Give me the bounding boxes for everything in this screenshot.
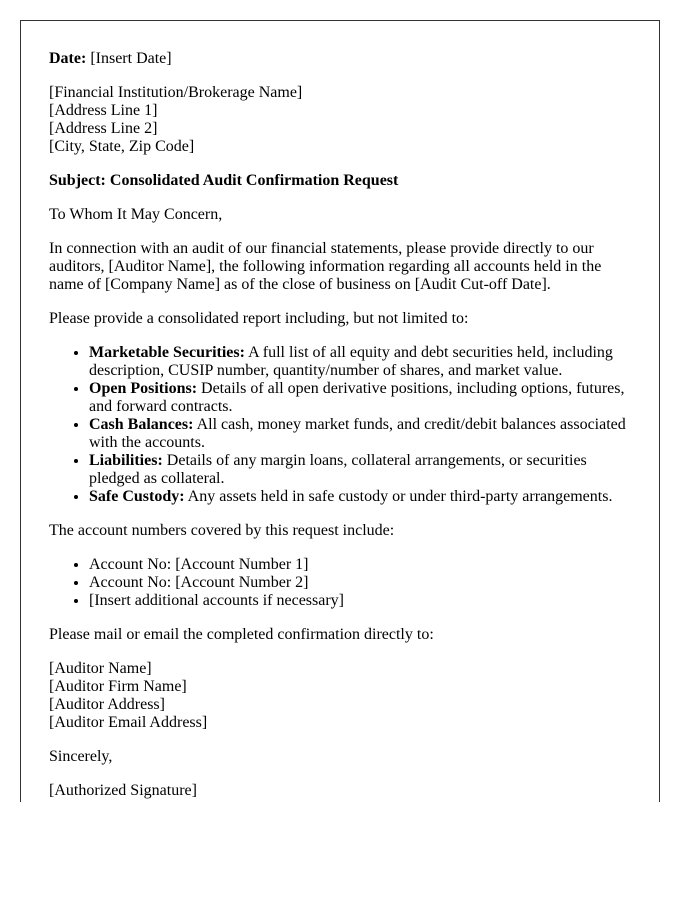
recipient-address-line-1: [Address Line 1]: [49, 102, 158, 119]
account-item: • [Insert additional accounts if necessary]: [89, 592, 639, 610]
date-label: Date:: [49, 50, 87, 67]
letter-content: [49, 50, 639, 802]
item-label: Cash Balances:: [89, 416, 194, 433]
accounts-intro: The account numbers covered by this request include:: [49, 522, 395, 539]
item-text: All cash, money market funds, and credit/debit balances associated with the accounts.: [89, 416, 626, 451]
account-item: • Account No: [Account Number 2]: [89, 574, 639, 592]
signature: [Authorized Signature]: [49, 782, 197, 799]
list-item: [89, 488, 639, 506]
item-label: Liabilities:: [89, 452, 163, 469]
recipient-address: [49, 84, 639, 156]
accounts-list: [49, 556, 639, 610]
list-item: [89, 416, 639, 452]
auditor-email: [Auditor Email Address]: [49, 714, 208, 731]
intro-paragraph: In connection with an audit of our financial statements, please provide directly to our auditors, [Auditor Name], the following information regarding all accounts held in the name of [Company Name] as of the close of business on [Audit Cut-off Date].: [49, 240, 602, 293]
auditor-name: [Auditor Name]: [49, 660, 152, 677]
auditor-address: [49, 660, 639, 732]
item-text: A full list of all equity and debt securities held, including description, CUSIP number, quantity/number of shares, and market value.: [89, 344, 613, 379]
mail-intro: Please mail or email the completed confirmation directly to:: [49, 626, 434, 643]
date-value: [Insert Date]: [86, 50, 172, 67]
item-label: Marketable Securities:: [89, 344, 245, 361]
closing: Sincerely,: [49, 748, 113, 765]
salutation: To Whom It May Concern,: [49, 206, 223, 223]
item-label: Open Positions:: [89, 380, 198, 397]
report-items-list: [49, 344, 639, 506]
list-item: [89, 344, 639, 380]
list-item: [89, 380, 639, 416]
letter-page: [20, 20, 660, 802]
list-item: [89, 452, 639, 488]
recipient-city-state-zip: [City, State, Zip Code]: [49, 138, 195, 155]
item-label: Safe Custody:: [89, 488, 185, 505]
auditor-firm-name: [Auditor Firm Name]: [49, 678, 187, 695]
item-text: Details of any margin loans, collateral arrangements, or securities pledged as collateral.: [89, 452, 587, 487]
recipient-address-line-2: [Address Line 2]: [49, 120, 158, 137]
auditor-address-line: [Auditor Address]: [49, 696, 165, 713]
date-line: [49, 50, 639, 68]
report-intro: Please provide a consolidated report including, but not limited to:: [49, 310, 469, 327]
item-text: Any assets held in safe custody or under third-party arrangements.: [184, 488, 613, 505]
recipient-name: [Financial Institution/Brokerage Name]: [49, 84, 303, 101]
subject-line: [49, 172, 639, 190]
subject-text: Subject: Consolidated Audit Confirmation Request: [49, 172, 399, 189]
item-text: Details of all open derivative positions, including options, futures, and forward contracts.: [89, 380, 625, 415]
account-item: • Account No: [Account Number 1]: [89, 556, 639, 574]
